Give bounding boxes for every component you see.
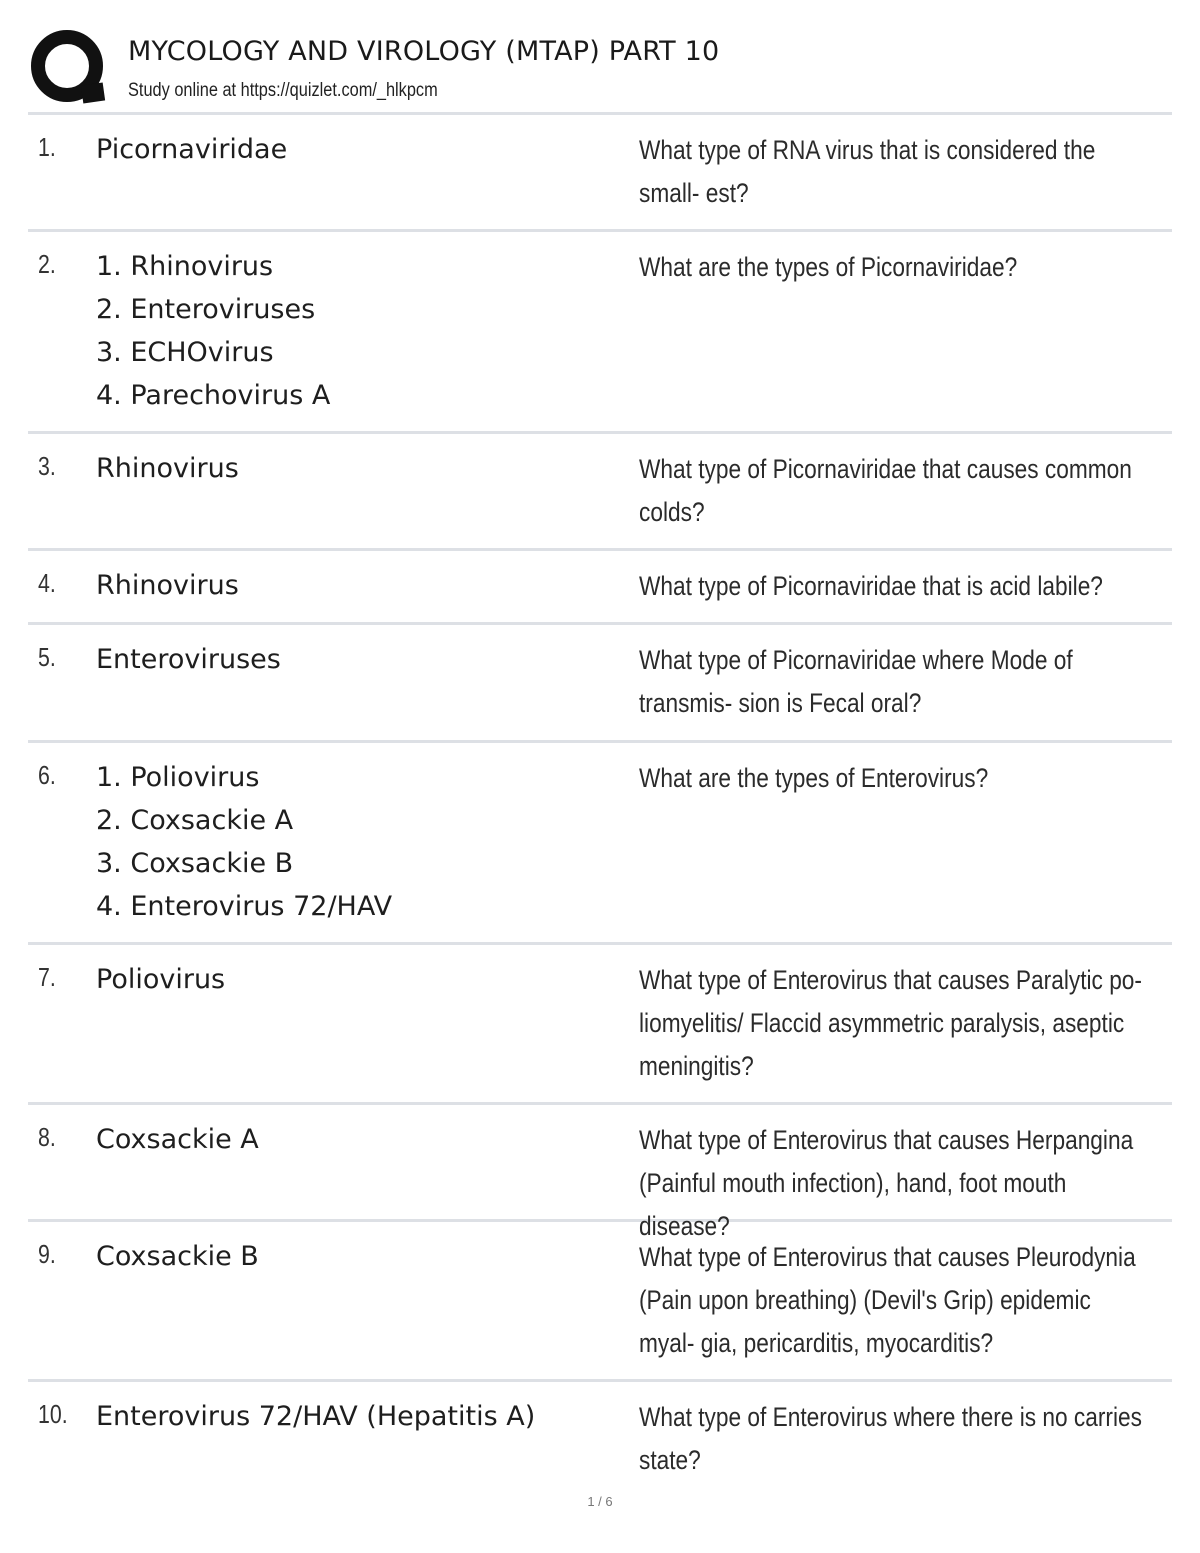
card-term-line: 4. Enterovirus 72/HAV [96, 891, 393, 922]
card-term-line: Poliovirus [96, 964, 226, 995]
flashcard-row [28, 945, 1172, 1105]
card-definition: What type of Enterovirus that causes Herpangina (Painful mouth infection), hand, foot mouth disease? [639, 1125, 1134, 1241]
card-term-line: Picornaviridae [96, 134, 288, 165]
card-number: 9. [38, 1239, 56, 1269]
card-definition: What type of Picornaviridae that is acid labile? [639, 571, 1103, 601]
card-number: 8. [38, 1122, 56, 1152]
flashcard-row [28, 743, 1172, 945]
card-term [96, 1395, 616, 1438]
card-definition: What type of Enterovirus that causes Pleurodynia (Pain upon breathing) (Devil's Grip) epidemic myal- gia, pericarditis, myocarditis? [639, 1242, 1136, 1358]
flashcard-row [28, 1222, 1172, 1382]
card-term-line: Enteroviruses [96, 644, 281, 675]
card-term-line: Coxsackie A [96, 1124, 259, 1155]
card-term-line: Rhinovirus [96, 453, 239, 484]
quizlet-logo-icon [30, 28, 108, 106]
page-title: MYCOLOGY AND VIROLOGY (MTAP) PART 10 [128, 36, 720, 67]
flashcard-row [28, 232, 1172, 434]
page-header [30, 28, 1172, 112]
flashcard-row [28, 625, 1172, 743]
study-online-link[interactable]: Study online at https://quizlet.com/_hlkpcm [128, 80, 438, 101]
card-term-line: Coxsackie B [96, 1241, 259, 1272]
flashcard-row [28, 1382, 1172, 1492]
card-number: 1. [38, 132, 56, 162]
card-definition: What type of RNA virus that is considered the small- est? [639, 135, 1096, 208]
card-definition: What are the types of Picornaviridae? [639, 252, 1018, 282]
card-term-line: 3. Coxsackie B [96, 848, 294, 879]
card-definition: What type of Enterovirus where there is no carries state? [639, 1402, 1142, 1475]
card-term-line: Enterovirus 72/HAV (Hepatitis A) [96, 1401, 536, 1432]
card-term-line: Rhinovirus [96, 570, 239, 601]
card-term [96, 638, 616, 681]
card-number: 3. [38, 451, 56, 481]
card-number: 4. [38, 568, 56, 598]
card-number: 2. [38, 249, 56, 279]
flashcard-row [28, 434, 1172, 551]
card-definition: What type of Enterovirus that causes Paralytic po- liomyelitis/ Flaccid asymmetric paralysis, aseptic meningitis? [639, 965, 1142, 1081]
card-term-line: 1. Poliovirus [96, 762, 260, 793]
card-term-line: 3. ECHOvirus [96, 337, 274, 368]
card-term [96, 564, 616, 607]
card-term-line: 4. Parechovirus A [96, 380, 331, 411]
card-definition: What type of Picornaviridae where Mode of transmis- sion is Fecal oral? [639, 645, 1073, 718]
card-term [96, 128, 616, 171]
card-term-line: 1. Rhinovirus [96, 251, 274, 282]
page-indicator: 1 / 6 [587, 1494, 613, 1509]
card-definition: What type of Picornaviridae that causes common colds? [639, 454, 1132, 527]
flashcard-row [28, 115, 1172, 232]
card-definition: What are the types of Enterovirus? [639, 763, 989, 793]
card-term-line: 2. Enteroviruses [96, 294, 316, 325]
card-number: 6. [38, 760, 56, 790]
card-term-line: 2. Coxsackie A [96, 805, 294, 836]
card-term [96, 447, 616, 490]
flashcard-row [28, 1105, 1172, 1241]
flashcard-row [28, 551, 1172, 625]
flashcard-list [28, 115, 1172, 1492]
card-number: 5. [38, 642, 56, 672]
card-number: 10. [38, 1399, 68, 1429]
card-term [96, 958, 616, 1001]
card-term [96, 756, 616, 928]
card-term [96, 1118, 616, 1161]
card-term [96, 245, 616, 417]
card-term [96, 1235, 616, 1278]
card-number: 7. [38, 962, 56, 992]
